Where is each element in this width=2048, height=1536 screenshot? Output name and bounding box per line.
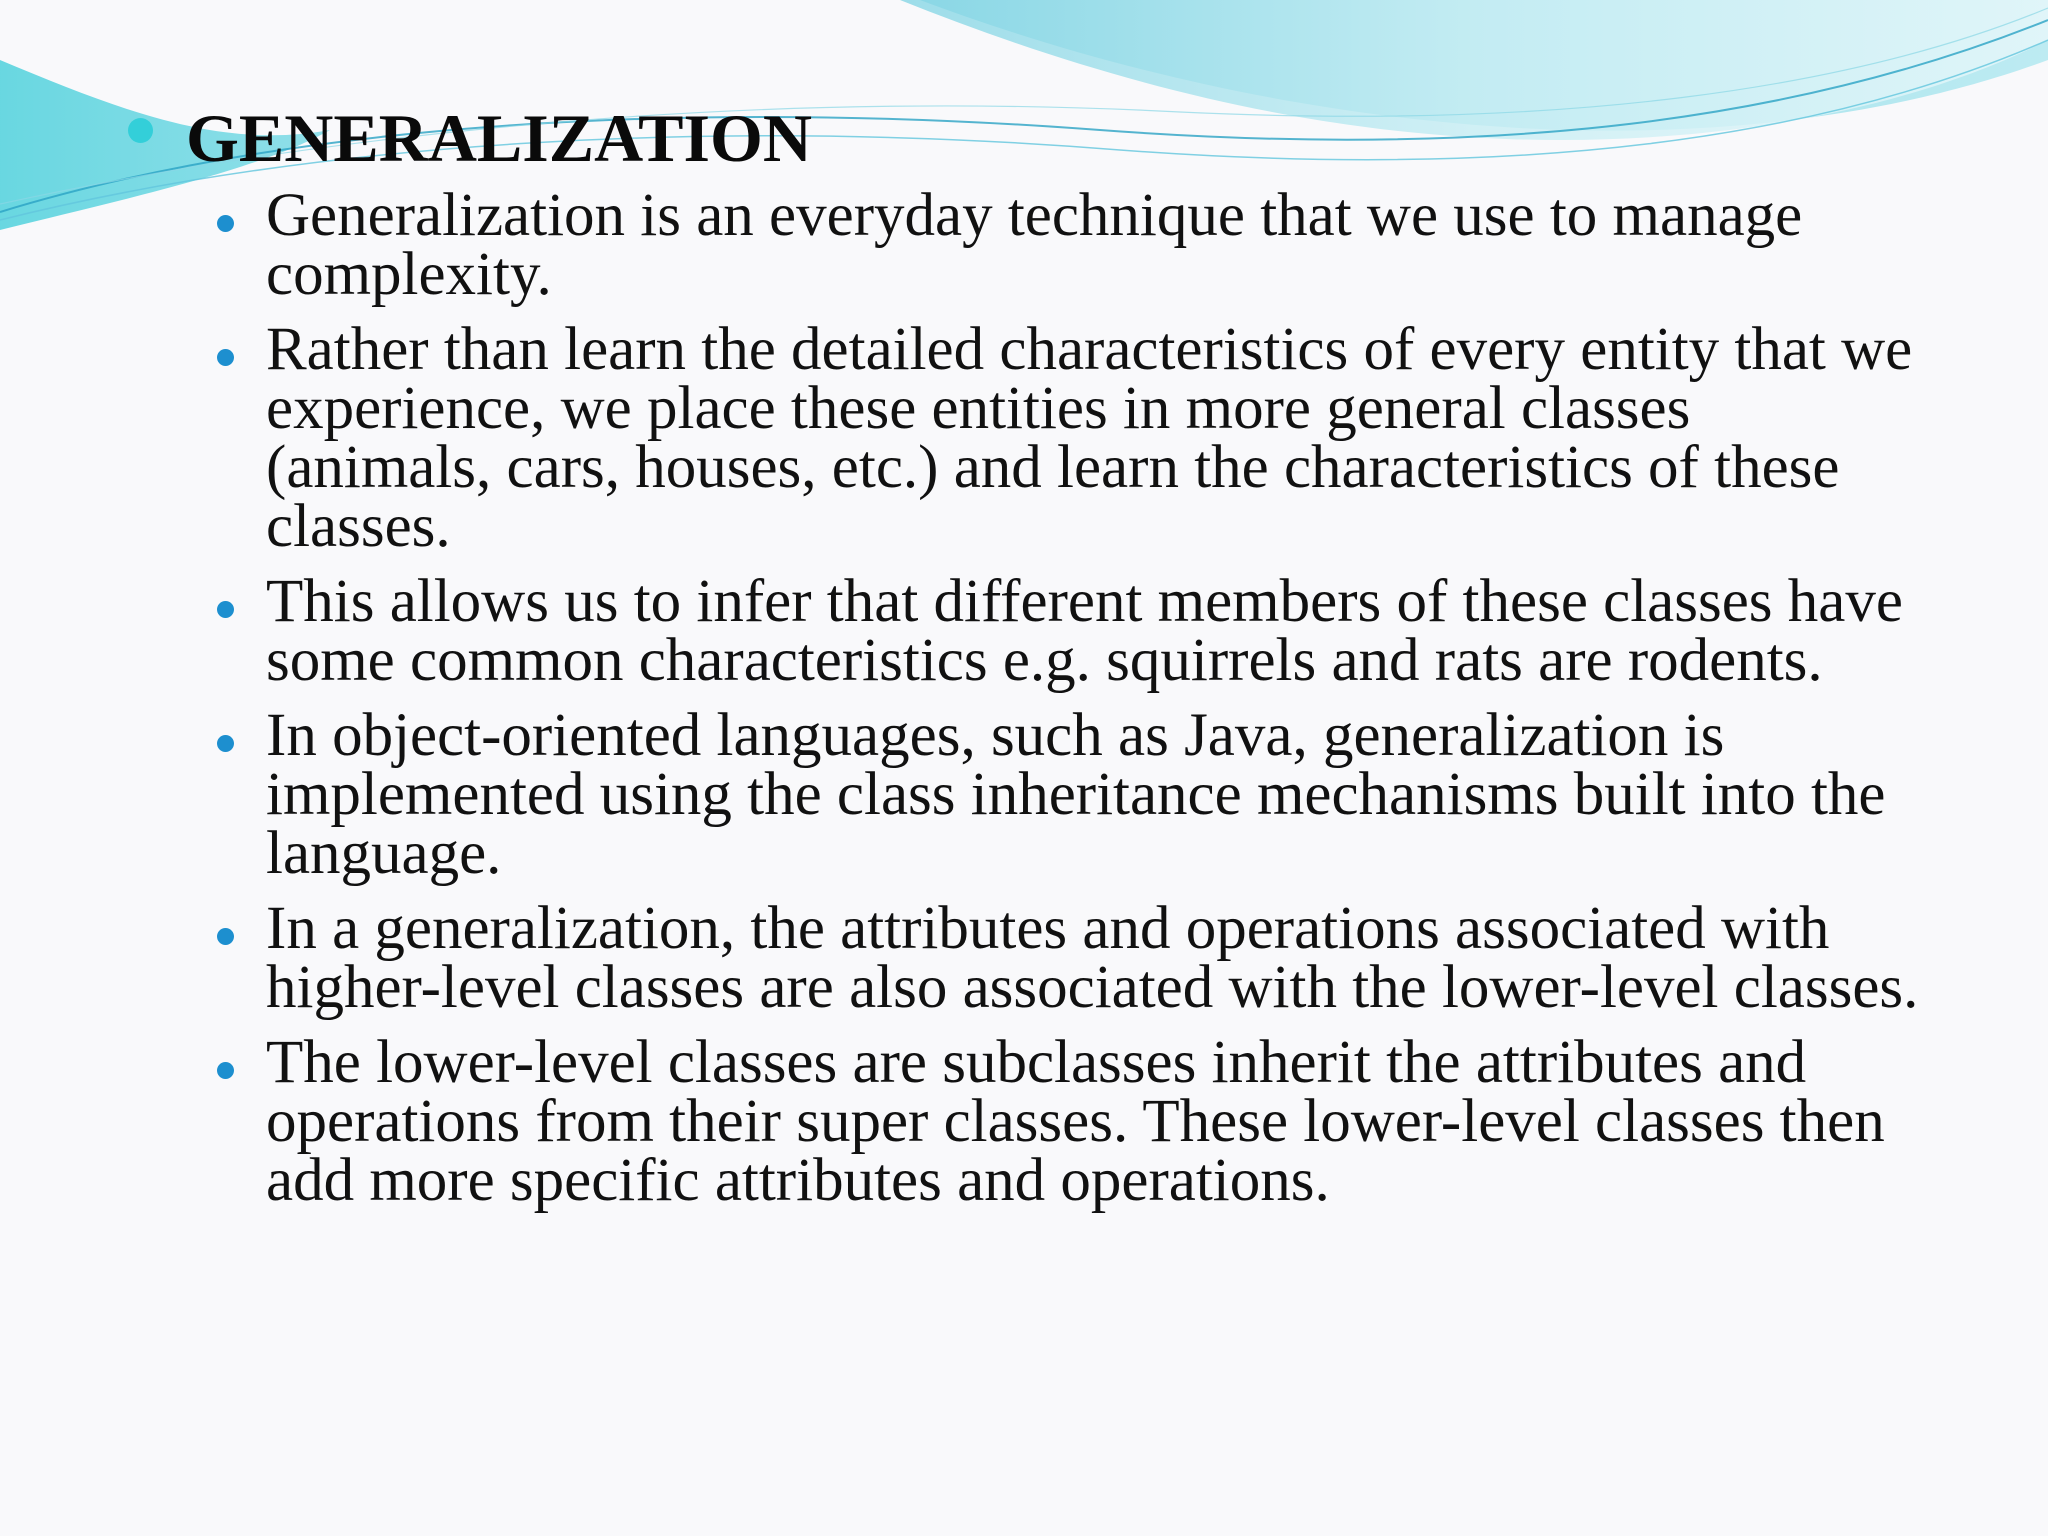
bullet-text: Generalization is an everyday technique that we use to manage complexity.	[266, 182, 1803, 308]
bullet-dot	[217, 928, 234, 945]
bullet-text: The lower-level classes are subclasses inherit the attributes and operations from their super classes. These lower-level classes then add more specific attributes and operations.	[266, 1029, 1885, 1214]
bullet-item	[210, 702, 1930, 887]
bullet-dot	[217, 349, 234, 366]
bullet-item	[210, 1029, 1930, 1214]
bullet-item	[210, 182, 1930, 308]
bullet-item	[210, 316, 1930, 560]
slide-title: GENERALIZATION	[186, 100, 812, 176]
bullet-item	[210, 568, 1930, 694]
bullet-text: In object-oriented languages, such as Java, generalization is implemented using the class inheritance mechanisms built into the language.	[266, 702, 1886, 887]
bullet-dot	[217, 735, 234, 752]
bullet-list	[210, 182, 1930, 1226]
title-bullet-dot	[128, 118, 153, 143]
bullet-dot	[217, 215, 234, 232]
bullet-text: Rather than learn the detailed characteristics of every entity that we experience, we place these entities in more general classes (animals, cars, houses, etc.) and learn the characteristics of these classes.	[266, 316, 1913, 560]
bullet-text: In a generalization, the attributes and operations associated with higher-level classes are also associated with the lower-level classes.	[266, 895, 1919, 1021]
bullet-item	[210, 895, 1930, 1021]
bullet-text: This allows us to infer that different members of these classes have some common characteristics e.g. squirrels and rats are rodents.	[266, 568, 1903, 694]
bullet-dot	[217, 1062, 234, 1079]
bullet-dot	[217, 601, 234, 618]
